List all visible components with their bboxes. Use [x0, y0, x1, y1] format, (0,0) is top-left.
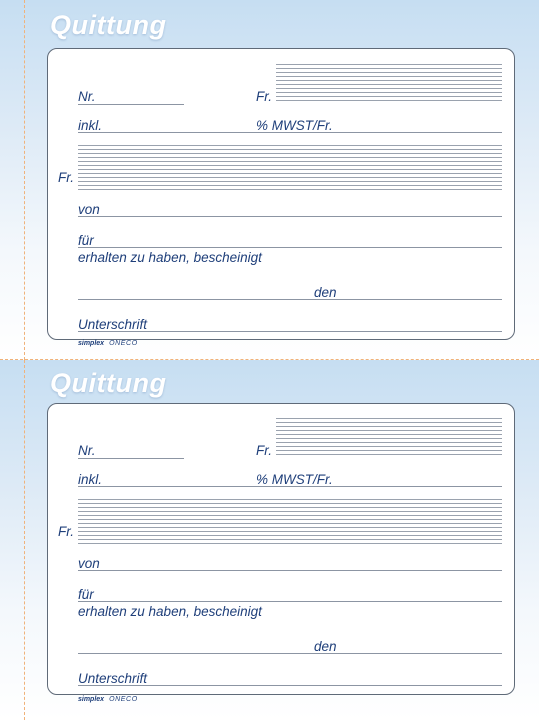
den-label: den	[314, 639, 337, 654]
inkl-label: inkl.	[78, 118, 103, 133]
brand-line: ONECO	[109, 340, 138, 347]
von-label: von	[78, 556, 100, 571]
von-label: von	[78, 202, 100, 217]
vat-field[interactable]	[78, 132, 502, 133]
fuer-field[interactable]	[78, 247, 502, 248]
brand-name: simplex	[78, 340, 105, 347]
unterschrift-label: Unterschrift	[78, 317, 148, 332]
nr-field[interactable]	[78, 458, 184, 459]
nr-label: Nr.	[78, 89, 96, 104]
receipt-form-card	[47, 48, 515, 340]
receipt-title: Quittung	[50, 10, 167, 40]
nr-field[interactable]	[78, 104, 184, 105]
brand-mark	[78, 340, 138, 347]
amount-in-words-field[interactable]	[78, 145, 502, 193]
amount-field[interactable]	[276, 64, 502, 104]
brand-line: ONECO	[109, 696, 138, 703]
mwst-label: % MWST/Fr.	[256, 472, 333, 487]
amount-label: Fr.	[256, 443, 272, 458]
inkl-label: inkl.	[78, 472, 103, 487]
fuer-label: für	[78, 233, 94, 248]
receipt-title: Quittung	[50, 368, 167, 398]
cut-guide-horizontal	[0, 359, 539, 360]
fuer-field[interactable]	[78, 601, 502, 602]
cut-guide-vertical	[24, 0, 25, 360]
place-date-field[interactable]	[78, 653, 502, 654]
amount-in-words-label: Fr.	[58, 170, 74, 185]
den-label: den	[314, 285, 337, 300]
receipt-bottom	[0, 360, 539, 720]
erhalten-label: erhalten zu haben, bescheinigt	[78, 250, 262, 265]
signature-field[interactable]	[78, 331, 502, 332]
amount-label: Fr.	[256, 89, 272, 104]
von-field[interactable]	[78, 216, 502, 217]
fuer-label: für	[78, 587, 94, 602]
receipt-form-card	[47, 403, 515, 695]
mwst-label: % MWST/Fr.	[256, 118, 333, 133]
nr-label: Nr.	[78, 443, 96, 458]
amount-in-words-label: Fr.	[58, 524, 74, 539]
amount-field[interactable]	[276, 418, 502, 458]
signature-field[interactable]	[78, 685, 502, 686]
brand-mark	[78, 696, 138, 703]
cut-guide-vertical	[24, 360, 25, 720]
von-field[interactable]	[78, 570, 502, 571]
brand-name: simplex	[78, 696, 105, 703]
vat-field[interactable]	[78, 486, 502, 487]
amount-in-words-field[interactable]	[78, 499, 502, 547]
place-date-field[interactable]	[78, 299, 502, 300]
unterschrift-label: Unterschrift	[78, 671, 148, 686]
erhalten-label: erhalten zu haben, bescheinigt	[78, 604, 262, 619]
